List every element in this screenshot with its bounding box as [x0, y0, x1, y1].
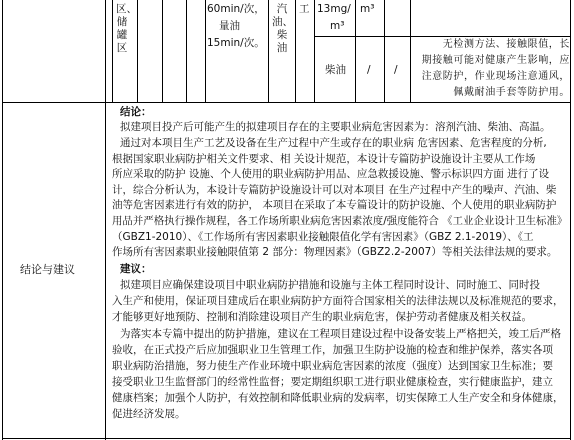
conclusion-line: （GBZ1-2010）、《工作场所有害因素职业接触限值化学有害因素》（GBZ 2.1-2019）、《工: [112, 231, 534, 243]
suggestion-line: 为落实本专篇中提出的防护措施，建议在工程项目建设过程中设备安装上严格把关，竣工后严格: [120, 328, 561, 340]
row2-dash1: /: [367, 64, 371, 76]
col-line-a: [112, 0, 113, 102]
location-cell: 区、储罐区: [116, 3, 137, 54]
col-line-h: [314, 0, 315, 102]
table-section-divider: [2, 102, 571, 103]
row2-dash2: /: [394, 64, 398, 76]
suggestion-line: 才能够更好地预防、控制和消除建设项目产生的职业病危害，保护劳动者健康及相关权益。: [112, 311, 532, 323]
limit-cell-line2: m³: [330, 20, 345, 32]
conclusion-line: 通过对本项目生产工艺及设备在生产过程中产生或存在的职业病 危害因素、危害程度的分析,: [120, 137, 547, 149]
suggestion-line: 健康档案；加强个人防护，有效控制和降低职业病的发病率，切实保障工人生产安全和身体健康，: [112, 392, 564, 404]
table-label-divider: [105, 0, 106, 440]
conclusion-line: 所应采取的防护 设施、个人使用的职业病防护用品、应急救援设施、警示标识四方面 进行了设: [112, 168, 550, 180]
col-line-f: [268, 0, 269, 102]
col-line-c: [162, 0, 163, 102]
conclusion-line: 拟建项目投产后可能产生的拟建项目存在的主要职业病危害因素为：溶剂汽油、柴油、高温。: [120, 121, 551, 133]
time-cell-line3: 15min/次。: [207, 37, 265, 49]
suggestion-heading: 建议：: [120, 263, 152, 275]
conclusion-line: 用品并严格执行操作规程，各工作场所职业病危害因素浓度/强度能符合 《工业企业设计卫生标准》: [112, 215, 568, 227]
suggestion-line: 促进经济发展。: [112, 408, 186, 420]
conclusion-line: 根据国家职业病防护相关文件要求、相 关设计规范，本设计专篇防护设施设计主要从工作场: [112, 153, 536, 165]
suggestion-line: 职业病防治措施，努力使生产作业环境中职业病危害因素的浓度（强度）达到国家卫生标准；要: [112, 360, 553, 372]
hazard-cell: 汽油、柴油: [272, 3, 293, 54]
row2-note-line3: 注意防护，作业现场注意通风，: [421, 71, 570, 82]
table-right-border: [570, 0, 571, 440]
row2-note-line2: 期接触可能对健康产生影响，应: [421, 55, 570, 66]
row2-substance: 柴油: [325, 64, 346, 76]
row-label-conclusion: 结论与建议: [20, 263, 75, 276]
col-line-i: [355, 0, 356, 102]
conclusion-line: 油等危害因素进行有效的防护， 本项目在采取了本专篇设计的防护设施、个人使用的职业病防护: [112, 199, 557, 211]
col-line-e: [205, 0, 206, 102]
limit-cell-line1: 13mg/: [317, 3, 351, 15]
table-bottom-border: [2, 438, 571, 439]
conclusion-heading: 结论：: [120, 106, 152, 118]
row2-note-line4: 佩戴耐油手套等防护用。: [453, 87, 570, 98]
col-line-k: [410, 0, 411, 102]
time-cell-line1: 60min/次，: [207, 3, 265, 15]
col-line-d: [186, 0, 187, 102]
table-left-border: [2, 0, 3, 440]
row2-note-line1: 无检测方法、接触限值，长: [442, 39, 570, 50]
time-cell-line2: 量油: [219, 20, 240, 32]
unit-cell: m³: [360, 3, 375, 15]
col-line-b: [137, 0, 138, 102]
conclusion-line: 作场所有害因素职业接触限值第 2 部分：物理因素》（GBZ2.2-2007）等相关法律法规的要求。: [112, 246, 558, 258]
suggestion-line: 验收，在正式投产后应加强职业卫生管理工作，加强卫生防护设施的检查和维护保养，落实各项: [112, 344, 553, 356]
suggestion-line: 拟建项目应确保建设项目中职业病防护措施和设施与主体工程同时设计、同时施工、同时投: [120, 279, 540, 291]
suggestion-line: 接受职业卫生监督部门的经常性监督；要定期组织职工进行职业健康检查，实行健康监护，建立: [112, 376, 553, 388]
type-cell: 工: [299, 3, 310, 15]
conclusion-line: 计，综合分析认为，本设计专篇防护设施设计可以对本项目 在生产过程中产生的噪声、汽油、柴: [112, 184, 557, 196]
col-line-j: [384, 0, 385, 102]
col-line-g: [295, 0, 296, 102]
suggestion-line: 入生产和使用，保证项目建成后在职业病防护方面符合国家相关的法律法规以及标准规范的要求，: [112, 295, 564, 307]
